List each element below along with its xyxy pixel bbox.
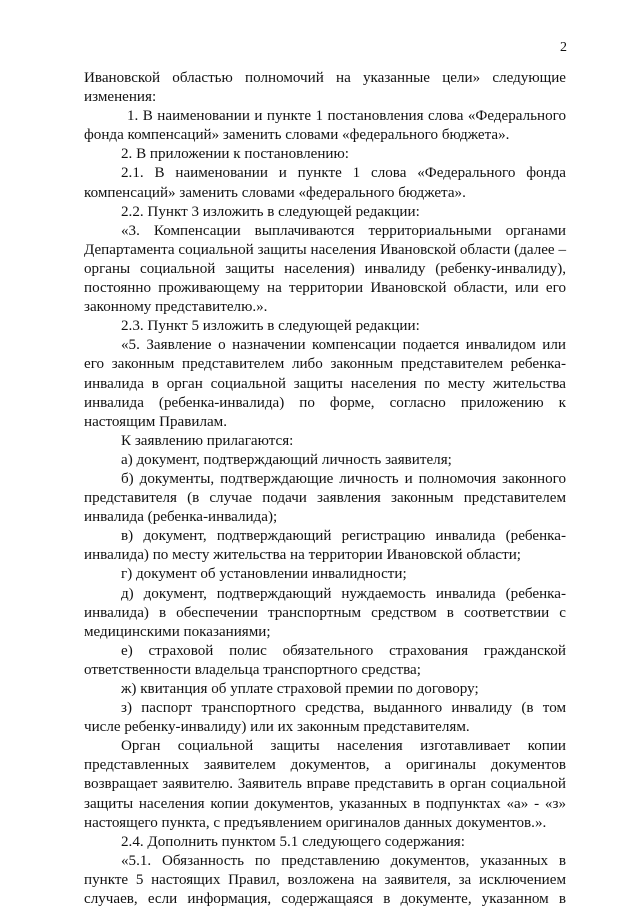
document-body: [84, 69, 566, 909]
paragraph: 2.4. Дополнить пунктом 5.1 следующего содержания:: [121, 833, 465, 850]
paragraph: 2.1. В наименовании и пункте 1 слова «Федерального фонда компенсаций» заменить словами «федерального бюджета».: [84, 165, 566, 201]
paragraph: «5.1. Обязанность по представлению документов, указанных в пункте 5 настоящих Правил, возложена на заявителя, за исключением случаев, если информация, содержащаяся в документе, указанном в: [84, 852, 566, 908]
paragraph: Орган социальной защиты населения изготавливает копии представленных заявителем документов, а оригиналы документов возвращает заявителю. Заявитель вправе представить в орган социальной защиты населения копии документов, указанных в подпунктах «а» - «з» настоящего пункта, с предъявлением оригиналов данных документов.».: [84, 738, 566, 831]
paragraph: «3. Компенсации выплачиваются территориальными органами Департамента социальной защиты населения Ивановской области (далее – органы социальной защиты населения) инвалиду (ребенку-инвалиду), постоянно проживающему на территории Ивановской области, или его законному представителю.».: [84, 222, 566, 316]
paragraph: К заявлению прилагаются:: [121, 432, 294, 449]
paragraph: в) документ, подтверждающий регистрацию инвалида (ребенка-инвалида) по месту жительства на территории Ивановской области;: [84, 528, 566, 564]
paragraph: Ивановской областью полномочий на указанные цели» следующие изменения:: [84, 70, 566, 106]
paragraph: б) документы, подтверждающие личность и полномочия законного представителя (в случае подачи заявления законным представителем инвалида (ребенка-инвалида);: [84, 470, 566, 526]
paragraph: з) паспорт транспортного средства, выданного инвалиду (в том числе ребенку-инвалиду) или их законным представителям.: [84, 700, 566, 736]
paragraph: д) документ, подтверждающий нуждаемость инвалида (ребенка-инвалида) в обеспечении транспортным средством в соответствии с медицинскими показаниями;: [84, 585, 566, 640]
paragraph: 2.3. Пункт 5 изложить в следующей редакции:: [121, 318, 420, 335]
paragraph: «5. Заявление о назначении компенсации подается инвалидом или его законным представителем либо законным представителем ребенка-инвалида в орган социальной защиты населения по месту жительства инвалида (ребенка-инвалида) по форме, согласно приложению к настоящим Правилам.: [84, 337, 566, 430]
paragraph: 1. В наименовании и пункте 1 постановления слова «Федерального фонда компенсаций» заменить словами «федерального бюджета».: [84, 108, 566, 144]
paragraph: 2.2. Пункт 3 изложить в следующей редакции:: [121, 203, 420, 220]
page-number: 2: [560, 40, 567, 55]
paragraph: е) страховой полис обязательного страхования гражданской ответственности владельца транспортного средства;: [84, 642, 566, 678]
paragraph: 2. В приложении к постановлению:: [121, 146, 349, 163]
paragraph: а) документ, подтверждающий личность заявителя;: [121, 451, 452, 468]
paragraph: г) документ об установлении инвалидности;: [121, 566, 407, 583]
paragraph: ж) квитанция об уплате страховой премии по договору;: [121, 681, 479, 697]
